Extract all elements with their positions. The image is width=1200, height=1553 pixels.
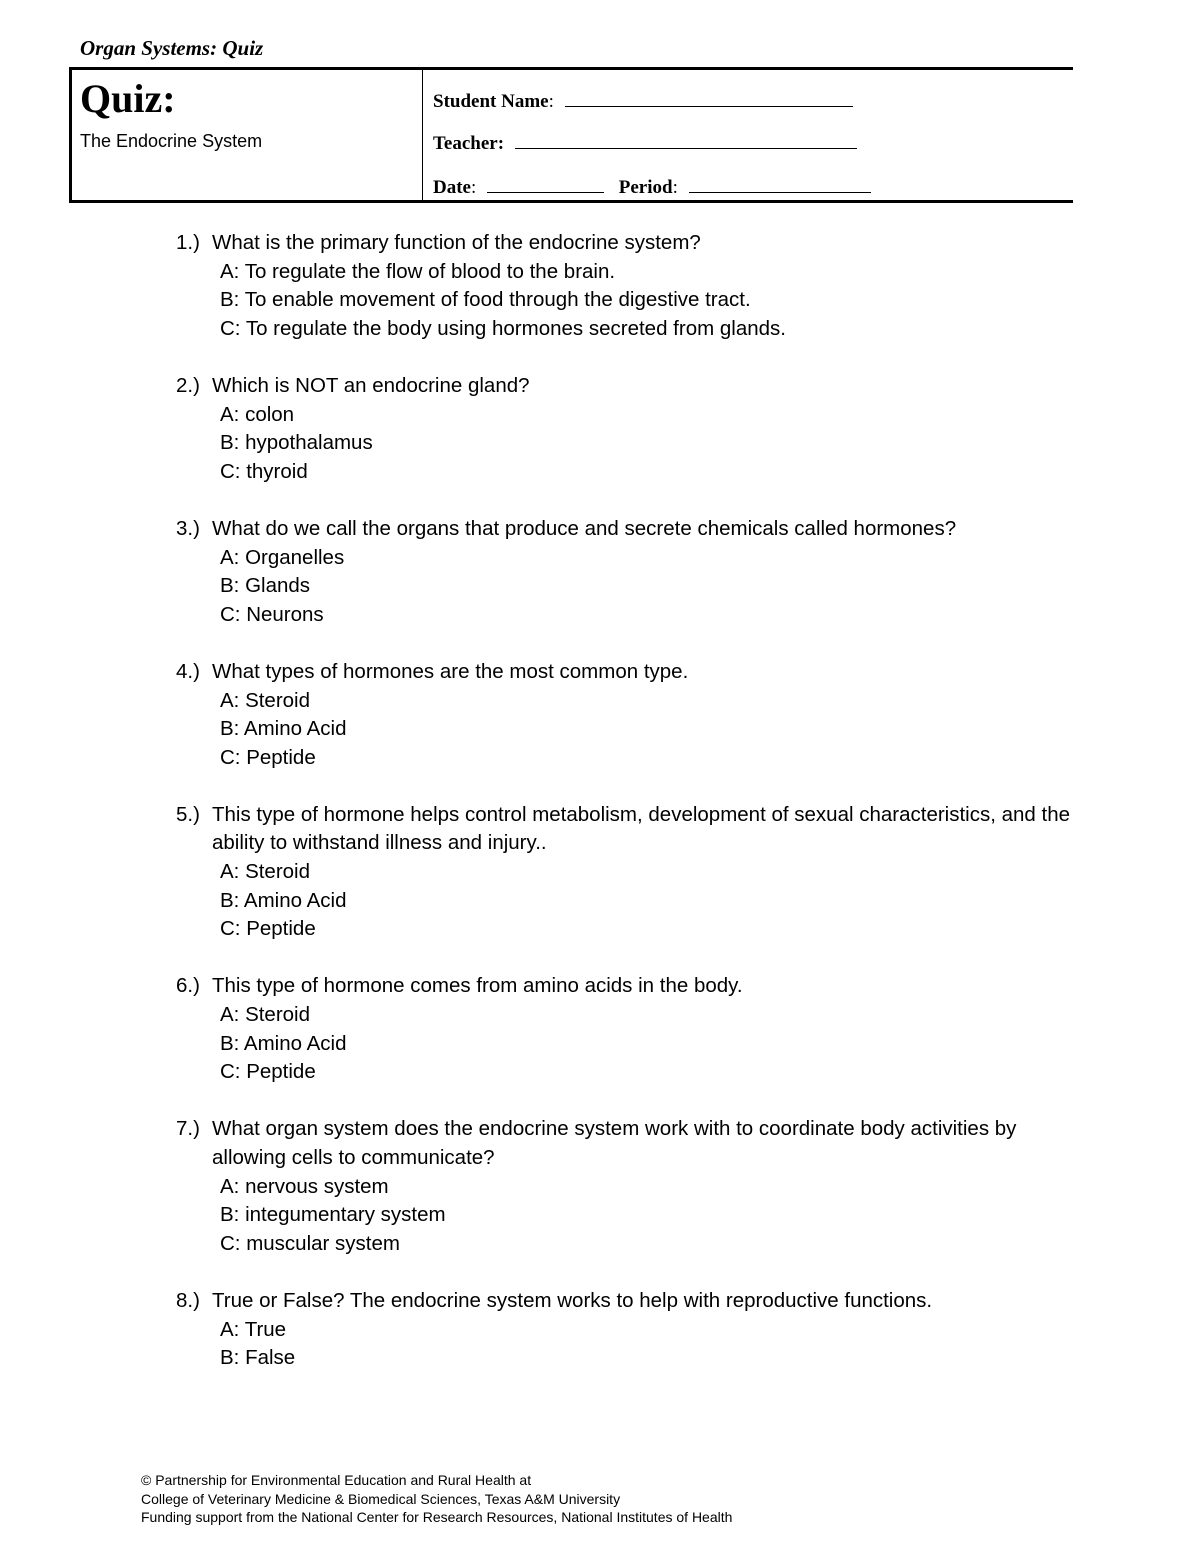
option-c: C: thyroid [220,459,308,483]
running-header: Organ Systems: Quiz [80,36,264,60]
period-label: Period: [618,177,678,198]
teacher-row [433,132,857,155]
option-a: A: Steroid [220,688,311,712]
student-name-label: Student Name: [433,91,554,112]
option-a: A: nervous system [220,1174,389,1198]
option-c: C: To regulate the body using hormones secreted from glands. [220,316,786,340]
title-box-left-border [69,70,72,200]
question-5 [176,801,1076,944]
option-b: B: Glands [220,574,311,598]
question-number: 1.) [176,231,200,254]
question-text: Which is NOT an endocrine gland? [212,373,530,397]
question-list [176,229,1076,1401]
question-2 [176,372,1076,486]
teacher-field[interactable] [515,132,857,149]
option-b: B: Amino Acid [220,888,347,912]
quiz-title: Quiz: [80,76,176,121]
option-a: A: Steroid [220,1003,311,1027]
option-b: B: Amino Acid [220,717,347,741]
quiz-subtitle: The Endocrine System [80,131,263,151]
question-1 [176,229,1076,343]
title-box [69,67,1073,203]
question-text: This type of hormone comes from amino acids in the body. [212,974,743,998]
question-4 [176,658,1076,772]
option-a: A: To regulate the flow of blood to the brain. [220,259,616,283]
student-name-field[interactable] [565,90,853,107]
footer [141,1471,732,1527]
option-c: C: Neurons [220,602,324,626]
question-text: What organ system does the endocrine system work with to coordinate body activities by allowing cells to communicate? [212,1117,1017,1169]
question-text: What is the primary function of the endocrine system? [212,231,701,254]
footer-line-2: College of Veterinary Medicine & Biomedical Sciences, Texas A&M University [141,1490,621,1507]
question-number: 4.) [176,659,200,683]
question-3 [176,515,1076,629]
option-c: C: Peptide [220,1060,316,1084]
question-text: What do we call the organs that produce and secrete chemicals called hormones? [212,516,957,540]
question-number: 2.) [176,373,200,397]
footer-line-3: Funding support from the National Center for Research Resources, National Institutes of Health [141,1509,733,1525]
footer-line-1: © Partnership for Environmental Education and Rural Health at [141,1472,532,1488]
question-8 [176,1287,1076,1373]
question-text: True or False? The endocrine system works to help with reproductive functions. [212,1288,933,1312]
question-number: 7.) [176,1117,200,1141]
option-b: B: Amino Acid [220,1031,347,1055]
question-number: 6.) [176,974,200,998]
option-a: A: colon [220,402,295,426]
period-field[interactable] [689,176,871,193]
option-b: B: False [220,1346,296,1370]
question-text: What types of hormones are the most common type. [212,659,689,683]
question-6 [176,972,1076,1086]
option-a: A: Steroid [220,860,311,884]
option-a: A: Organelles [220,545,345,569]
question-7 [176,1115,1076,1258]
date-label: Date: [433,177,477,198]
question-number: 3.) [176,516,200,540]
option-b: B: hypothalamus [220,431,373,455]
teacher-label: Teacher: [433,133,505,154]
option-a: A: True [220,1317,287,1341]
option-c: C: muscular system [220,1231,400,1255]
option-b: B: To enable movement of food through the digestive tract. [220,288,751,312]
option-b: B: integumentary system [220,1203,446,1227]
date-period-row [433,176,871,199]
student-name-row [433,90,853,113]
question-number: 5.) [176,802,200,826]
option-c: C: Peptide [220,745,316,769]
option-c: C: Peptide [220,917,316,941]
question-text: This type of hormone helps control metabolism, development of sexual characteristics, and the ability to withstand illness and injury.. [212,802,1071,855]
date-field[interactable] [487,176,604,193]
question-number: 8.) [176,1288,200,1312]
title-box-divider [422,70,423,200]
